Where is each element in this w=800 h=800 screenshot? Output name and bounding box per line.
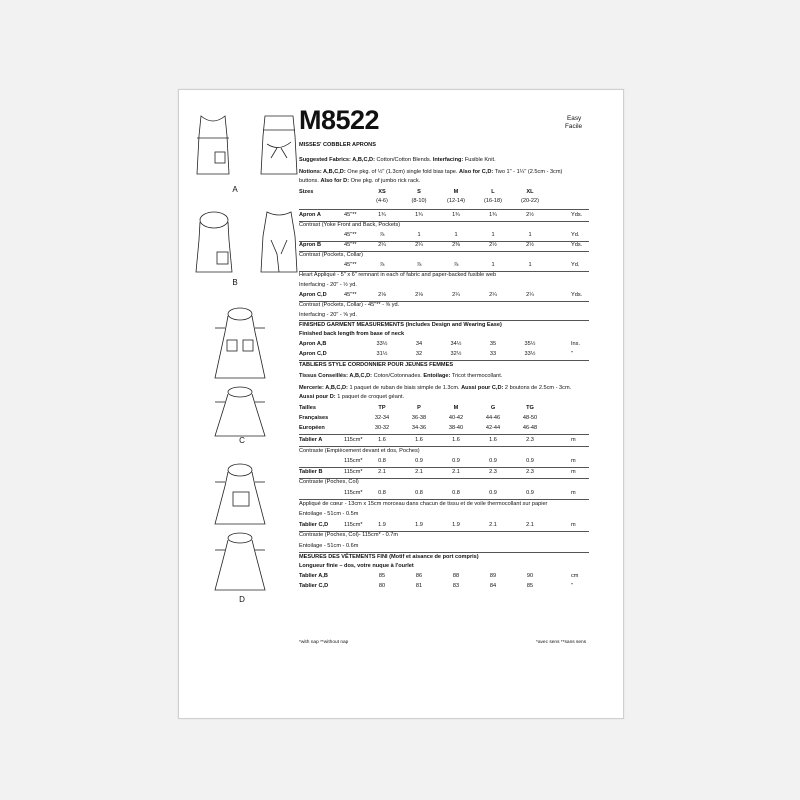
yardage-cell: 1: [528, 262, 532, 268]
yardage-row-label: Interfacing - 20" - ⅝ yd.: [299, 312, 357, 318]
yardage-cell: 2¼: [415, 242, 423, 248]
mesures-unit: ": [571, 582, 573, 589]
yardage-unit: Yd.: [571, 232, 580, 238]
europeen-size: 38-40: [448, 425, 464, 431]
francaise-size: 40-42: [448, 415, 464, 421]
yardage-width: 45"**: [344, 262, 357, 268]
french-yardage-cell: 2.1: [489, 521, 497, 528]
french-yardage-row-label: Contraste (Empiècement devant et dos, Poches): [299, 447, 420, 454]
mesures-cell: 88: [452, 572, 460, 579]
yardage-cell: 2¼: [489, 292, 497, 298]
french-yardage-row-label: Tablier C,D: [299, 521, 329, 528]
french-yardage-row-label: Contraste (Poches, Col): [299, 479, 359, 486]
mesures-subtitle: Longueur finie – dos, votre nuque à l'ourlet: [299, 562, 414, 569]
yardage-cell: ⅞: [379, 232, 385, 238]
difficulty-en: Easy: [567, 115, 582, 122]
french-yardage-width: 115cm*: [344, 458, 363, 465]
mercerie-line-2: Aussi pour D: 1 paquet de croquet géant.: [299, 394, 405, 400]
french-yardage-cell: 2.1: [415, 468, 423, 475]
rule-line: [299, 320, 589, 321]
french-yardage-unit: m: [571, 490, 576, 496]
mesures-cell: 85: [526, 582, 534, 589]
europeen-size: 42-44: [485, 425, 501, 431]
size-col-header: L: [491, 189, 495, 195]
yardage-cell: 1: [417, 232, 421, 238]
europeen-size: 30-32: [374, 425, 390, 431]
french-yardage-cell: 0.9: [489, 458, 497, 465]
finished-cell: 32½: [450, 351, 462, 357]
finished-cell: 33½: [524, 351, 536, 357]
french-yardage-cell: 1.6: [415, 437, 423, 443]
yardage-cell: 1¾: [378, 212, 386, 218]
finished-row-label: Apron C,D: [299, 351, 327, 357]
french-yardage-cell: 0.8: [415, 490, 423, 496]
size-col-header: M: [453, 189, 459, 195]
french-yardage-unit: m: [571, 458, 576, 465]
size-range: (12-14): [446, 198, 466, 204]
mesures-cell: 83: [452, 582, 460, 589]
yardage-cell: 2¼: [378, 242, 386, 248]
footnote-en: *with nap **without nap: [299, 640, 349, 645]
pattern-number: M8522: [299, 105, 380, 135]
finished-cell: 33: [489, 351, 497, 357]
size-range: (20-22): [520, 198, 540, 204]
mesures-cell: 90: [526, 572, 534, 579]
finished-cell: 32: [415, 351, 423, 357]
finished-subtitle: Finished back length from base of neck: [299, 331, 405, 337]
french-yardage-row-label: Entoilage - 51cm - 0.6m: [299, 543, 359, 549]
mesures-cell: 81: [415, 582, 423, 589]
mesures-cell: 85: [378, 572, 386, 579]
rule-line: [299, 552, 589, 553]
yardage-row-label: Apron B: [299, 242, 322, 248]
figure-label-a: A: [232, 185, 238, 194]
yardage-cell: 2½: [489, 242, 497, 248]
mesures-cell: 89: [489, 572, 497, 579]
europeen-size: 46-48: [522, 425, 538, 431]
french-yardage-cell: 0.9: [526, 490, 534, 496]
french-yardage-cell: 2.3: [526, 468, 534, 475]
apron-c-front-drawing: [213, 306, 267, 382]
french-yardage-cell: 2.3: [526, 437, 534, 443]
finished-cell: 34½: [450, 341, 462, 347]
yardage-unit: Yd.: [571, 262, 580, 268]
french-yardage-cell: 1.9: [415, 521, 423, 528]
size-range: (8-10): [411, 198, 427, 204]
french-yardage-row-label: Appliqué de cœur - 13cm x 15cm morceau dans chacun de tissu et de voile thermocollant sur papier: [299, 500, 548, 507]
size-col-header: S: [417, 189, 421, 195]
yardage-cell: 1: [528, 232, 532, 238]
notions-line-1: Notions: A,B,C,D: One pkg. of ½" (1.3cm) single fold bias tape. Also for C,D: Two 1" - 1¼" (2.5cm - 3cm): [299, 169, 563, 175]
french-yardage-cell: 2.1: [452, 468, 460, 475]
french-yardage-cell: 2.1: [526, 521, 534, 528]
francaise-size: 48-50: [522, 415, 538, 421]
yardage-row-label: Interfacing - 20" - ½ yd.: [299, 282, 357, 288]
yardage-unit: Yds.: [571, 242, 583, 248]
yardage-cell: 1: [491, 262, 495, 268]
yardage-cell: ⅞: [416, 262, 422, 268]
french-yardage-row-label: Entoilage - 51cm - 0.5m: [299, 511, 359, 518]
yardage-row-label: Apron A: [299, 212, 321, 218]
yardage-cell: 2¼: [526, 292, 534, 298]
french-yardage-cell: 2.3: [489, 468, 497, 475]
yardage-cell: 1: [491, 232, 495, 238]
europeen-label: Européen: [299, 425, 325, 431]
apron-d-back-drawing: [213, 532, 267, 594]
size-range: (16-18): [483, 198, 503, 204]
french-yardage-width: 115cm*: [344, 468, 363, 475]
mesures-row-label: Tablier A,B: [299, 572, 328, 579]
yardage-cell: 2½: [526, 212, 534, 218]
french-yardage-cell: 0.9: [489, 490, 497, 496]
french-yardage-cell: 0.9: [415, 458, 423, 465]
yardage-cell: 1¾: [452, 212, 460, 218]
taille-col-header: P: [417, 405, 421, 411]
french-yardage-cell: 1.6: [489, 437, 497, 443]
francaises-label: Françaises: [299, 415, 329, 421]
mesures-cell: 86: [415, 572, 423, 579]
yardage-row-label: Heart Appliqué - 5" x 6" remnant in each of fabric and paper-backed fusible web: [299, 272, 497, 278]
tissus-line: Tissus Conseillés: A,B,C,D: Coton/Cotonnades. Entoilage: Tricot thermocollant.: [299, 373, 503, 379]
yardage-row-label: Contrast (Yoke Front and Back, Pockets): [299, 222, 401, 228]
french-yardage-unit: m: [571, 437, 576, 443]
apron-c-back-drawing: [213, 386, 267, 438]
tailles-label: Tailles: [299, 405, 316, 411]
yardage-width: 45"**: [344, 232, 357, 238]
mesures-row-label: Tablier C,D: [299, 582, 329, 589]
yardage-cell: 2¼: [452, 292, 460, 298]
yardage-width: 45"**: [344, 242, 357, 248]
yardage-cell: 2⅛: [415, 292, 423, 298]
yardage-unit: Yds.: [571, 212, 583, 218]
yardage-row-label: Contrast (Pockets, Collar) - 45"** - ⅝ yd.: [299, 302, 400, 308]
french-yardage-cell: 1.6: [452, 437, 460, 443]
francaise-size: 32-34: [374, 415, 390, 421]
finished-unit: ": [571, 351, 573, 357]
finished-cell: 31½: [376, 351, 388, 357]
french-yardage-cell: 1.9: [378, 521, 386, 528]
notions-line-2: buttons. Also for D: One pkg. of jumbo rick rack.: [299, 178, 421, 184]
yardage-cell: 1: [454, 232, 458, 238]
apron-a-front-drawing: [193, 114, 233, 178]
french-yardage-width: 115cm*: [344, 490, 363, 496]
french-yardage-cell: 0.8: [452, 490, 460, 496]
francaise-size: 44-46: [485, 415, 501, 421]
mesures-cell: 80: [378, 582, 386, 589]
figure-label-d: D: [239, 595, 245, 604]
footnote-fr: *avec sens **sans sens: [536, 640, 587, 645]
french-yardage-cell: 2.1: [378, 468, 386, 475]
size-range: (4-6): [376, 198, 388, 204]
french-yardage-unit: m: [571, 521, 576, 528]
yardage-cell: ⅞: [453, 262, 459, 268]
size-col-header: XS: [378, 189, 386, 195]
size-col-header: XL: [526, 189, 534, 195]
french-yardage-width: 115cm*: [344, 437, 363, 443]
finished-title: FINISHED GARMENT MEASUREMENTS (Includes Design and Wearing Ease): [299, 322, 502, 328]
yardage-row-label: Contrast (Pockets, Collar): [299, 252, 364, 258]
mesures-unit: cm: [571, 572, 579, 579]
yardage-cell: 1¾: [489, 212, 497, 218]
yardage-cell: 2½: [526, 242, 534, 248]
finished-cell: 33½: [376, 341, 388, 347]
rule-line: [299, 434, 589, 435]
french-yardage-row-label: Contraste (Poches, Col)- 115cm* - 0.7m: [299, 532, 399, 539]
yardage-cell: 2⅜: [452, 242, 460, 248]
finished-unit: Ins.: [571, 341, 581, 347]
yardage-cell: 1¾: [415, 212, 423, 218]
french-title: TABLIERS STYLE CORDONNIER POUR JEUNES FEMMES: [299, 362, 454, 368]
french-yardage-cell: 0.9: [452, 458, 460, 465]
yardage-cell: 2⅛: [378, 292, 386, 298]
pattern-title: MISSES' COBBLER APRONS: [299, 142, 376, 148]
finished-cell: 35½: [524, 341, 536, 347]
finished-cell: 35: [489, 341, 497, 347]
apron-d-front-drawing: [213, 462, 267, 528]
french-yardage-cell: 0.8: [378, 490, 386, 496]
rule-line: [299, 209, 589, 210]
fabrics-line: Suggested Fabrics: A,B,C,D: Cotton/Cotton Blends. Interfacing: Fusible Knit.: [299, 157, 496, 163]
french-yardage-width: 115cm*: [344, 521, 363, 528]
mesures-title: MESURES DES VÊTEMENTS FINI (Motif et aisance de port compris): [299, 553, 479, 560]
francaise-size: 36-38: [411, 415, 427, 421]
pattern-sheet: [178, 89, 624, 719]
yardage-unit: Yds.: [571, 292, 583, 298]
europeen-size: 34-36: [411, 425, 427, 431]
yardage-row-label: Apron C,D: [299, 292, 327, 298]
mesures-cell: 84: [489, 582, 497, 589]
apron-b-front-drawing: [193, 210, 235, 276]
finished-row-label: Apron A,B: [299, 341, 327, 347]
apron-a-back-drawing: [257, 114, 301, 178]
taille-col-header: G: [490, 405, 496, 411]
taille-col-header: M: [453, 405, 459, 411]
french-yardage-row-label: Tablier B: [299, 468, 323, 475]
taille-col-header: TP: [378, 405, 386, 411]
apron-b-back-drawing: [257, 210, 301, 276]
yardage-cell: ⅞: [379, 262, 385, 268]
yardage-width: 45"**: [344, 212, 357, 218]
french-yardage-cell: 0.9: [526, 458, 534, 465]
french-yardage-unit: m: [571, 468, 576, 475]
french-yardage-cell: 1.9: [452, 521, 460, 528]
sizes-label: Sizes: [299, 189, 314, 195]
yardage-width: 45"**: [344, 292, 357, 298]
figure-label-c: C: [239, 436, 245, 445]
french-yardage-cell: 0.8: [378, 458, 386, 465]
finished-cell: 34: [415, 341, 423, 347]
figure-label-b: B: [232, 278, 238, 287]
difficulty-fr: Facile: [565, 123, 583, 130]
taille-col-header: TG: [526, 405, 534, 411]
mercerie-line: Mercerie: A,B,C,D: 1 paquet de ruban de biais simple de 1.3cm. Aussi pour C,D: 2 boutons de 2.5cm - 3cm.: [299, 385, 572, 391]
french-yardage-row-label: Tablier A: [299, 437, 323, 443]
french-yardage-cell: 1.6: [378, 437, 386, 443]
rule-line: [299, 360, 589, 361]
